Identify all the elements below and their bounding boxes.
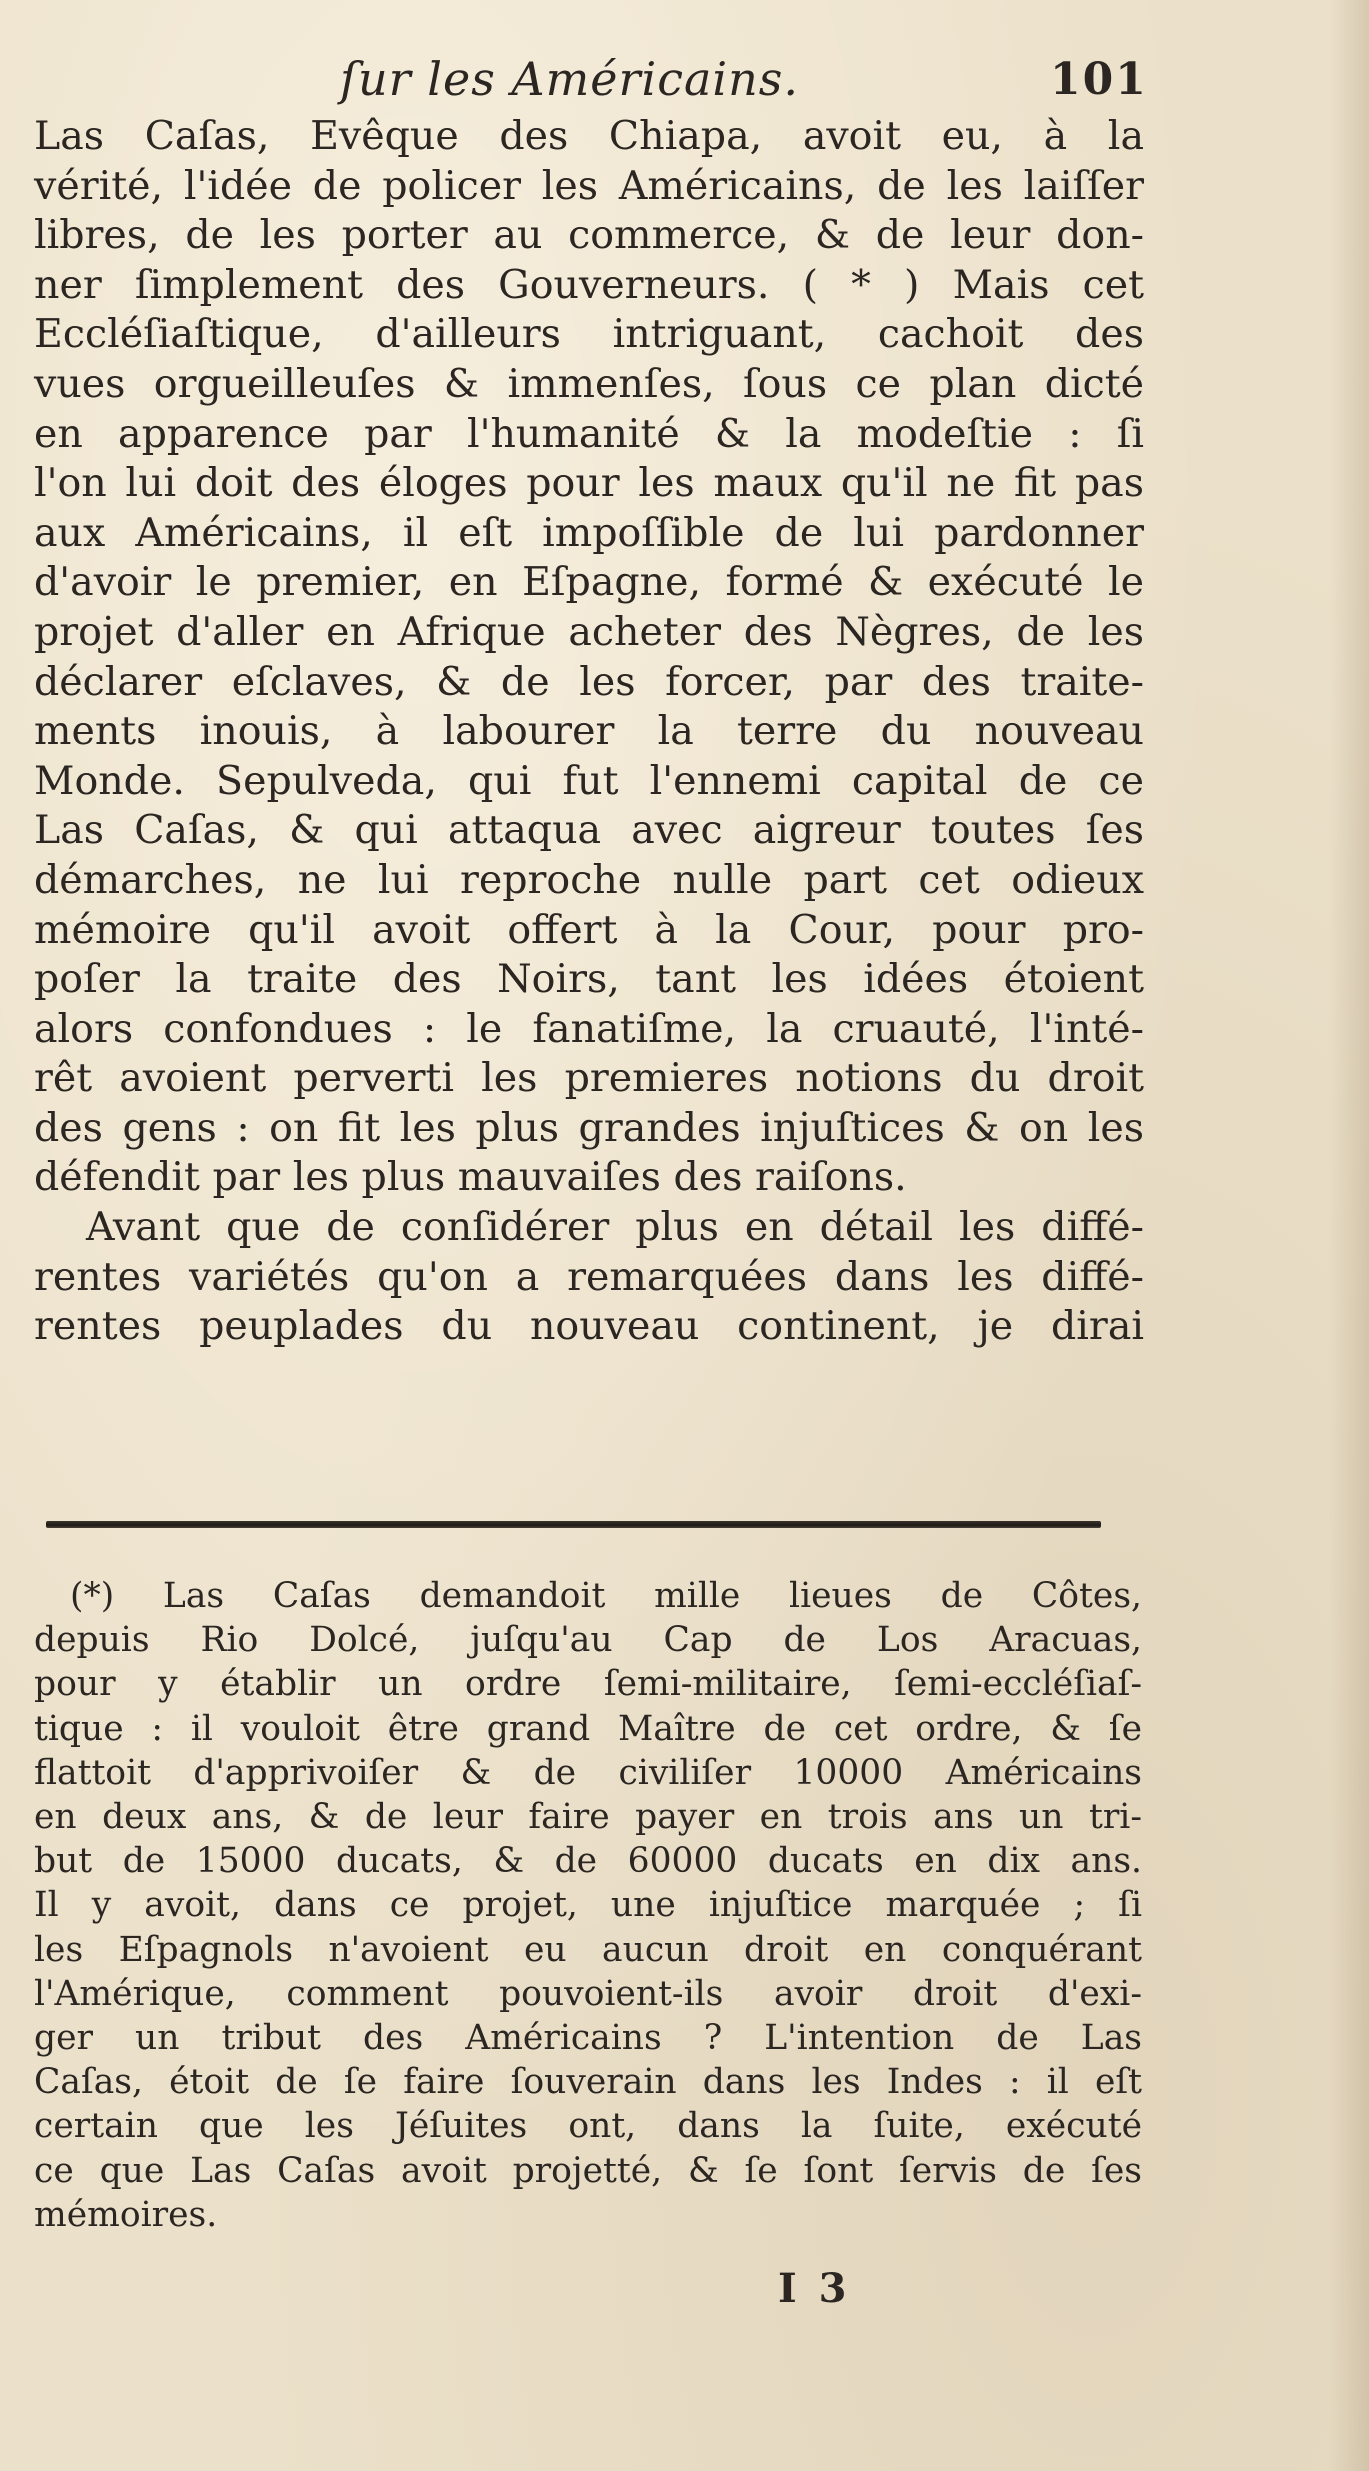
- footnote-divider-rule: [46, 1521, 1101, 1528]
- text-line: rentes variétés qu'on a remarquées dans les diffé-: [34, 1253, 1144, 1300]
- text-line: mémoire qu'il avoit offert à la Cour, pour pro-: [34, 906, 1144, 953]
- text-line: vues orgueilleuſes & immenſes, ſous ce plan dicté: [34, 360, 1144, 407]
- text-line: vérité, l'idée de policer les Américains, de les laiſſer: [34, 162, 1144, 209]
- text-line: projet d'aller en Afrique acheter des Nègres, de les: [34, 608, 1144, 655]
- text-line: Las Caſas, Evêque des Chiapa, avoit eu, à la: [34, 113, 1144, 159]
- paragraph-las-casas: [34, 112, 1144, 1203]
- footnote-line: les Eſpagnols n'avoient eu aucun droit en conquérant: [34, 1929, 1142, 1970]
- footnote-line: Caſas, étoit de ſe faire ſouverain dans les Indes : il eſt: [34, 2062, 1142, 2103]
- footnote-line: pour y établir un ordre ſemi-militaire, ſemi-eccléſiaſ-: [34, 1664, 1142, 1705]
- text-line: rentes peuplades du nouveau continent, je dirai: [34, 1303, 1144, 1350]
- footnote-line: Il y avoit, dans ce projet, une injuſtice marquée ; ſi: [34, 1885, 1142, 1926]
- text-line: démarches, ne lui reproche nulle part cet odieux: [34, 856, 1144, 903]
- text-line: défendit par les plus mauvaiſes des raiſons.: [34, 1154, 907, 1201]
- footnote-block: [34, 1574, 1142, 2237]
- page-gutter-shadow: [1329, 0, 1369, 2471]
- text-line: aux Américains, il eſt impoſſible de lui pardonner: [34, 509, 1144, 556]
- text-line: ner ſimplement des Gouverneurs. ( * ) Mais cet: [34, 261, 1144, 308]
- page-number: 101: [1050, 54, 1148, 105]
- footnote-line: but de 15000 ducats, & de 60000 ducats en dix ans.: [34, 1841, 1142, 1882]
- footnote-line: certain que les Jéſuites ont, dans la ſuite, exécuté: [34, 2106, 1142, 2147]
- text-line: d'avoir le premier, en Eſpagne, formé & exécuté le: [34, 559, 1144, 606]
- signature-mark: I 3: [778, 2265, 851, 2312]
- text-line: Monde. Sepulveda, qui fut l'ennemi capital de ce: [34, 757, 1144, 804]
- text-line: Eccléſiaſtique, d'ailleurs intriguant, cachoit des: [34, 311, 1144, 358]
- footnote-line: depuis Rio Dolcé, juſqu'au Cap de Los Aracuas,: [34, 1620, 1142, 1661]
- text-line: Avant que de conſidérer plus en détail les diffé-: [86, 1204, 1144, 1251]
- footnote-line: ger un tribut des Américains ? L'intention de Las: [34, 2018, 1142, 2059]
- text-line: ments inouis, à labourer la terre du nouveau: [34, 708, 1144, 755]
- text-line: déclarer eſclaves, & de les forcer, par des traite-: [34, 658, 1144, 705]
- footnote-line: l'Amérique, comment pouvoient-ils avoir droit d'exi-: [34, 1973, 1142, 2014]
- text-line: rêt avoient perverti les premieres notions du droit: [34, 1055, 1144, 1102]
- footnote-line: mémoires.: [34, 2194, 218, 2235]
- footnote-line: en deux ans, & de leur faire payer en trois ans un tri-: [34, 1797, 1142, 1838]
- text-line: l'on lui doit des éloges pour les maux qu'il ne fit pas: [34, 460, 1144, 507]
- text-line: en apparence par l'humanité & la modeſtie : ſi: [34, 410, 1144, 457]
- main-text-block: [34, 112, 1144, 1352]
- text-line: libres, de les porter au commerce, & de leur don-: [34, 212, 1144, 259]
- footnote-line: (*) Las Caſas demandoit mille lieues de Côtes,: [70, 1576, 1142, 1616]
- footnote-line: ce que Las Caſas avoit projetté, & ſe ſont ſervis de ſes: [34, 2150, 1142, 2191]
- footnote-line: tique : il vouloit être grand Maître de cet ordre, & ſe: [34, 1708, 1142, 1749]
- footnote-line: flattoit d'apprivoiſer & de civiliſer 10000 Américains: [34, 1752, 1142, 1793]
- text-line: poſer la traite des Noirs, tant les idées étoient: [34, 956, 1144, 1003]
- text-line: des gens : on fit les plus grandes injuſtices & on les: [34, 1104, 1144, 1151]
- text-line: alors confondues : le fanatiſme, la cruauté, l'inté-: [34, 1005, 1144, 1052]
- running-title: ſur les Américains.: [340, 52, 799, 106]
- text-line: Las Caſas, & qui attaqua avec aigreur toutes ſes: [34, 807, 1144, 854]
- paragraph-varietes: [34, 1203, 1144, 1352]
